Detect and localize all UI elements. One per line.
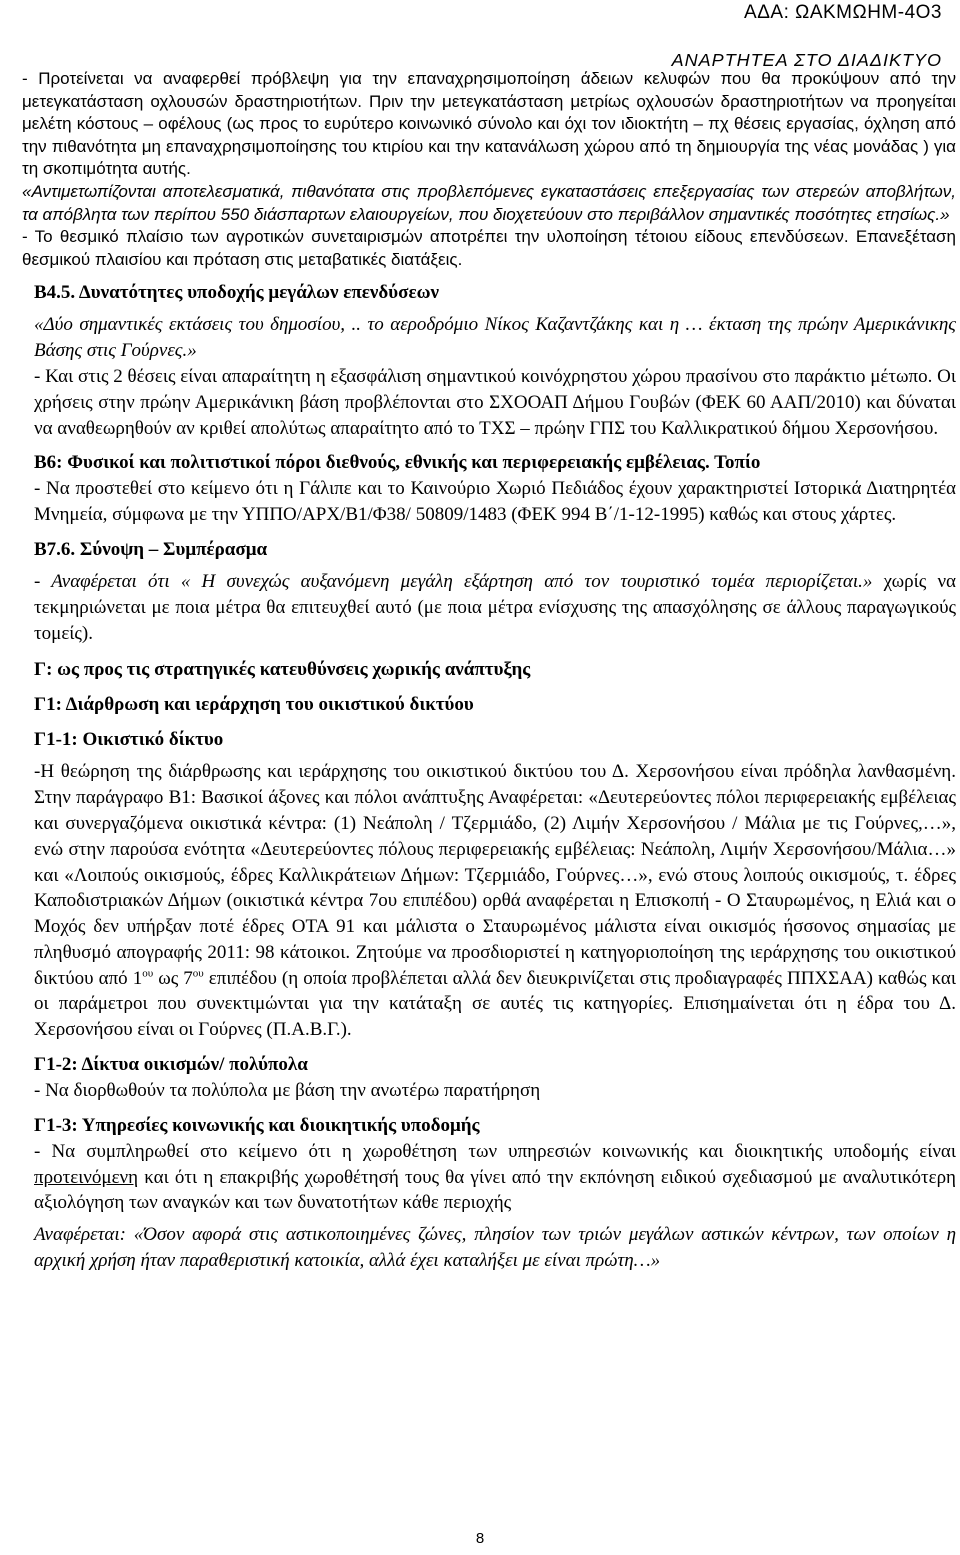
settlement-text-3: επιπέδου (η οποία προβλέπεται αλλά δεν διευκρινίζεται στις προδιαγραφές ΠΠΧΣΑΑ) καθώς και οι παράμετροι που συνεκτιμώνται για την κατάταξη σε αυτές τις κατηγορίες. Επισημαίνεται ότι η έδρα του Δ. Χερσονήσου είναι οι Γούρνες (Π.Α.Β.Γ.). [34,967,956,1041]
paragraph-cooperatives: - Το θεσμικό πλαίσιο των αγροτικών συνεταιρισμών αποτρέπει την υλοποίηση τέτοιου είδους επενδύσεων. Επανεξέταση θεσμικού πλαισίου και πρόταση στις μεταβατικές διατάξεις. [22,227,956,269]
settlement-text-2: ως 7 [153,967,193,989]
document-body [22,68,956,1274]
heading-g1: Γ1: Διάρθρωση και ιεράρχηση του οικιστικού δικτύου [34,694,474,716]
heading-g: Γ: ως προς τις στρατηγικές κατευθύνσεις χωρικής ανάπτυξης [34,659,531,681]
heading-b6 [22,450,956,476]
tourism-comment: χωρίς να τεκμηριώνεται με ποια μέτρα θα επιτευχθεί αυτό (με ποια μέτρα ενίσχυσης της απασχόλησης σε άλλους παραγωγικούς τομείς). [34,570,956,644]
quote-public-areas: «Δύο σημαντικές εκτάσεις του δημοσίου, .. το αεροδρόμιο Νίκος Καζαντζάκης και η … έκταση της πρώην Αμερικάνικης Βάσης στις Γούρνες.» [34,314,956,362]
superscript-2: ου [192,967,204,980]
heading-g12: Γ1-2: Δίκτυα οικισμών/ πολύπολα [34,1054,308,1076]
paragraph-monuments: - Να προστεθεί στο κείμενο ότι η Γάλιπε και το Καινούριο Χωριό Πεδιάδος έχουν χαρακτηριστεί Ιστορικά Διατηρητέα Μνημεία, σύμφωνα με την ΥΠΠΟ/ΑΡΧ/Β1/Φ38/ 50809/1483 (ΦΕΚ 994 Β΄/1-12-1995) καθώς και στους χάρτες. [34,478,956,526]
services-text-2: και ότι η επακριβής χωροθέτησή τους θα γίνει από την εκπόνηση ειδικού σχεδιασμού με αναλυτικότερη αξιολόγηση των αναγκών και των δυνατοτήτων κάθε περιοχής [34,1166,956,1214]
paragraph-polycentric: - Να διορθωθούν τα πολύπολα με βάση την ανωτέρω παρατήρηση [34,1080,541,1102]
posted-online-label: ΑΝΑΡΤΗΤΕΑ ΣΤΟ ΔΙΑΔΙΚΤΥΟ [671,50,942,70]
heading-b76: Β7.6. Σύνοψη – Συμπέρασμα [34,538,268,560]
services-text-1: - Να συμπληρωθεί στο κείμενο ότι η χωροθέτηση των υπηρεσιών κοινωνικής και διοικητικής υποδομής είναι [34,1140,956,1162]
heading-b45: Β4.5. Δυνατότητες υποδοχής μεγάλων επενδύσεων [34,282,439,304]
quote-urbanized-zones: Αναφέρεται: «Όσον αφορά στις αστικοποιημένες ζώνες, πλησίον των τριών μεγάλων αστικών κέντρων, των οποίων η αρχική χρήση ήταν παραθεριστική κατοικία, αλλά έχει καταλήξει με είναι πρώτη…» [34,1224,956,1272]
heading-g11: Γ1-1: Οικιστικό δίκτυο [34,729,224,751]
page-number: 8 [475,1530,485,1547]
services-underlined: προτεινόμενη [34,1166,139,1188]
quote-olive-mills: «Αντιμετωπίζονται αποτελεσματικά, πιθανότατα στις προβλεπόμενες εγκαταστάσεις επεξεργασίας των στερεών αποβλήτων, τα απόβλητα των περίπου 550 διάσπαρτων ελαιουργείων, που διοχετεύουν στο περιβάλλον σημαντικές ποσότητες ετησίως.» [22,181,956,224]
ada-code: ΑΔΑ: ΩΑΚΜΩΗΜ-4Ο3 [744,2,942,23]
paragraph-services [22,1139,956,1216]
heading-b6-tail: Τοπίο [709,452,761,474]
paragraph-settlement-network [22,759,956,1043]
settlement-text-1: -Η θεώρηση της διάρθρωσης και ιεράρχησης του οικιστικού δικτύου του Δ. Χερσονήσου είναι πρόδηλα λανθασμένη. Στην παράγραφο Β1: Βασικοί άξονες και πόλοι ανάπτυξης Αναφέρεται: «Δευτερεύοντες πόλοι περιφερειακής εμβέλειας και συνεργαζόμενα οικιστικά κέντρα: (1) Νεάπολη / Τζερμιάδο, (2) Λιμήν Χερσονήσου / Μάλια με τις Γούρνες,…», ενώ στην παρούσα ενότητα «Δευτερεύοντες πόλους περιφερειακής εμβέλειας: Νεάπολη, Λιμήν Χερσονήσου/Μάλια…» και «Λοιπούς οικισμούς, έδρες Καλλικράτειων Δήμων: Τζερμιάδο, Γούρνες…», ενώ στους λοιπούς οικισμούς, τ. έδρες Καποδιστριακών Δήμων (οικιστικά κέντρα 7ου επιπέδου) ορθά αναφέρεται η Επισκοπή - Ο Σταυρωμένος, η Ελιά και ο Μοχός δεν υπήρξαν ποτέ έδρες ΟΤΑ 91 και μάλιστα ο Σταυρωμένος μάλιστα είναι οικισμός ήσσονος σημασίας με πληθυσμό απογραφής 2011: 98 κάτοικοι. Ζητούμε να προσδιοριστεί η κατηγοριοποίηση της ιεράρχησης του οικιστικού δικτύου από 1 [34,761,956,989]
paragraph-green-space: - Και στις 2 θέσεις είναι απαραίτητη η εξασφάλιση σημαντικού κοινόχρηστου χώρου πρασίνου στο παράκτιο μέτωπο. Οι χρήσεις στην πρώην Αμερικάνικη βάση προβλέπονται στο ΣΧΟΟΑΠ Δήμου Γουβών (ΦΕΚ 60 ΑΑΠ/2010) και δύναται να αναθεωρηθούν αν κριθεί απολύτως απαραίτητο από το ΤΧΣ – πρώην ΓΠΣ του Καλλικρατικού δήμου Χερσονήσου. [34,365,956,439]
paragraph-reuse-shells: - Προτείνεται να αναφερθεί πρόβλεψη για την επαναχρησιμοποίηση άδειων κελυφών που θα προκύψουν από την μετεγκατάσταση οχλουσών δραστηριοτήτων. Πριν την μετεγκατάσταση μετρίως οχλουσών δραστηριοτήτων να προηγείται μελέτη κόστους – οφέλους (ως προς το ευρύτερο κοινωνικό σύνολο και όχι τον ιδιοκτήτη – πχ θέσεις εργασίας, όχληση από την πιθανότητα μη επαναχρησιμοποίησης του κτιρίου και την κατανάλωση χώρου από τη δημιουργία της νέας μονάδας ) για τη σκοπιμότητα αυτής. [22,69,956,179]
tourism-quote: - Αναφέρεται ότι « Η συνεχώς αυξανόμενη μεγάλη εξάρτηση από τον τουριστικό τομέα περιορίζεται.» [34,570,873,592]
superscript-1: ου [142,967,154,980]
paragraph-tourism [22,569,956,646]
heading-g13: Γ1-3: Υπηρεσίες κοινωνικής και διοικητικής υποδομής [34,1114,480,1136]
heading-b6-main: Β6: Φυσικοί και πολιτιστικοί πόροι διεθνούς, εθνικής και περιφερειακής εμβέλειας. [34,452,710,474]
